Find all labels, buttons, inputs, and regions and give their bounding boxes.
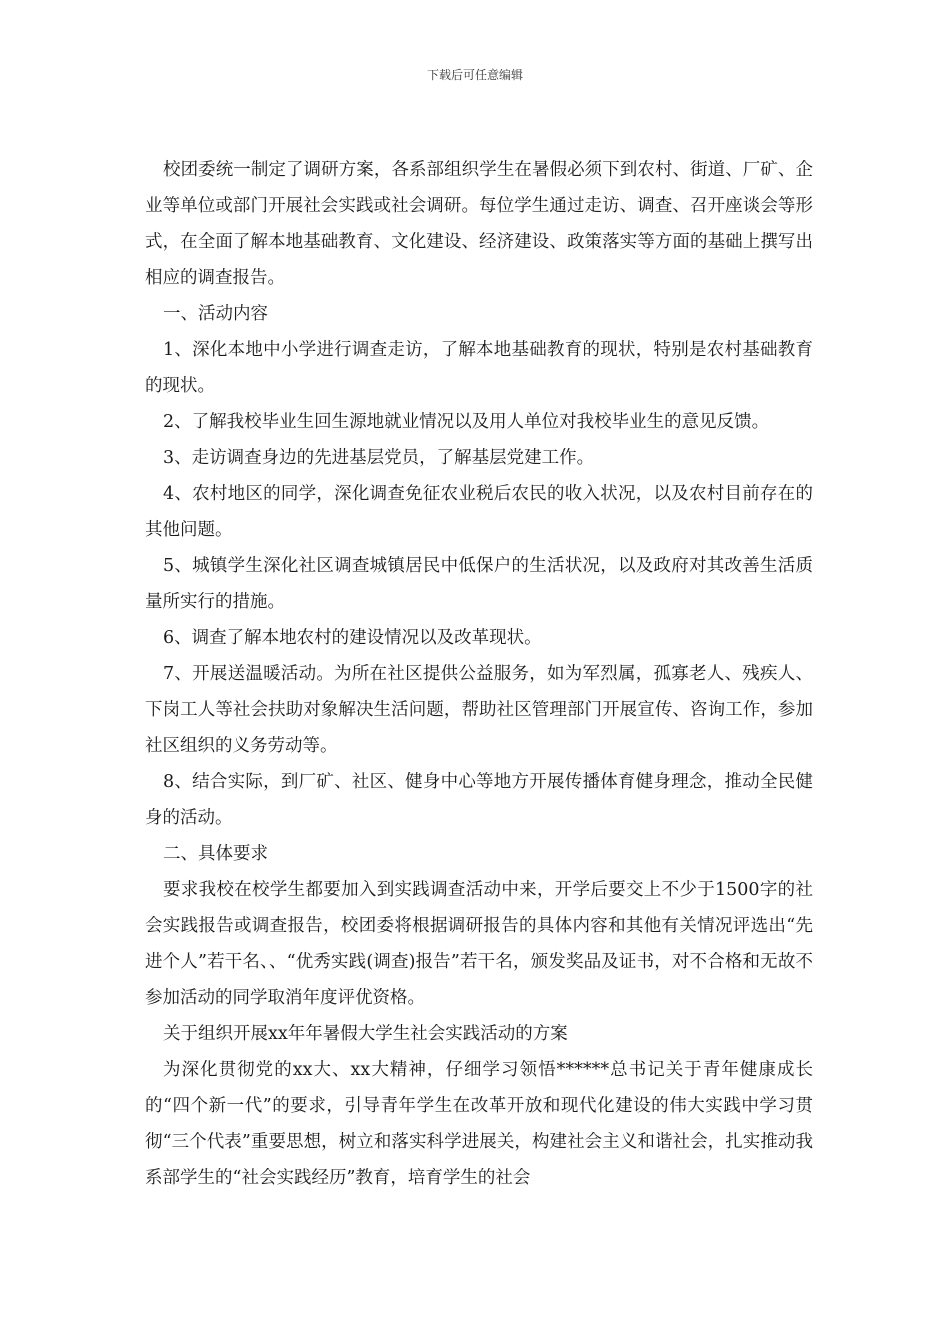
list-item: 3、走访调查身边的先进基层党员，了解基层党建工作。 [163,448,595,468]
list-item: 2、了解我校毕业生回生源地就业情况以及用人单位对我校毕业生的意见反馈。 [163,412,770,432]
list-item: 5、城镇学生深化社区调查城镇居民中低保户的生活状况，以及政府对其改善生活质量所实行的措施。 [145,556,813,612]
list-item: 8、结合实际，到厂矿、社区、健身中心等地方开展传播体育健身理念，推动全民健身的活动。 [145,772,813,828]
page-header: 下载后可任意编辑 [426,68,523,82]
list-item: 6、调查了解本地农村的建设情况以及改革现状。 [163,628,542,648]
list-item: 7、开展送温暖活动。为所在社区提供公益服务，如为军烈属，孤寡老人、残疾人、下岗工人等社会扶助对象解决生活问题，帮助社区管理部门开展宣传、咨询工作，参加社区组织的义务劳动等。 [145,664,813,756]
section-heading-activities: 一、活动内容 [163,304,268,324]
list-item: 1、深化本地中小学进行调查走访，了解本地基础教育的现状，特别是农村基础教育的现状。 [145,340,813,396]
requirements-paragraph: 要求我校在校学生都要加入到实践调查活动中来，开学后要交上不少于1500字的社会实践报告或调查报告，校团委将根据调研报告的具体内容和其他有关情况评选出“先进个人”若干名、、“优秀实践(调查)报告”若干名，颁发奖品及证书，对不合格和无故不参加活动的同学取消年度评优资格。 [145,880,813,1008]
plan-title: 关于组织开展xx年年暑假大学生社会实践活动的方案 [163,1024,568,1044]
intro-paragraph: 校团委统一制定了调研方案，各系部组织学生在暑假必须下到农村、街道、厂矿、企业等单位或部门开展社会实践或社会调研。每位学生通过走访、调查、召开座谈会等形式，在全面了解本地基础教育、文化建设、经济建设、政策落实等方面的基础上撰写出相应的调查报告。 [145,160,813,288]
list-item: 4、农村地区的同学，深化调查免征农业税后农民的收入状况，以及农村目前存在的其他问题。 [145,484,813,540]
section-heading-requirements: 二、具体要求 [163,844,268,864]
document-body [145,152,813,1196]
plan-paragraph: 为深化贯彻党的xx大、xx大精神，仔细学习领悟******总书记关于青年健康成长的“四个新一代”的要求，引导青年学生在改革开放和现代化建设的伟大实践中学习贯彻“三个代表”重要思想，树立和落实科学进展关，构建社会主义和谐社会，扎实推动我系部学生的“社会实践经历”教育，培育学生的社会 [145,1060,813,1188]
